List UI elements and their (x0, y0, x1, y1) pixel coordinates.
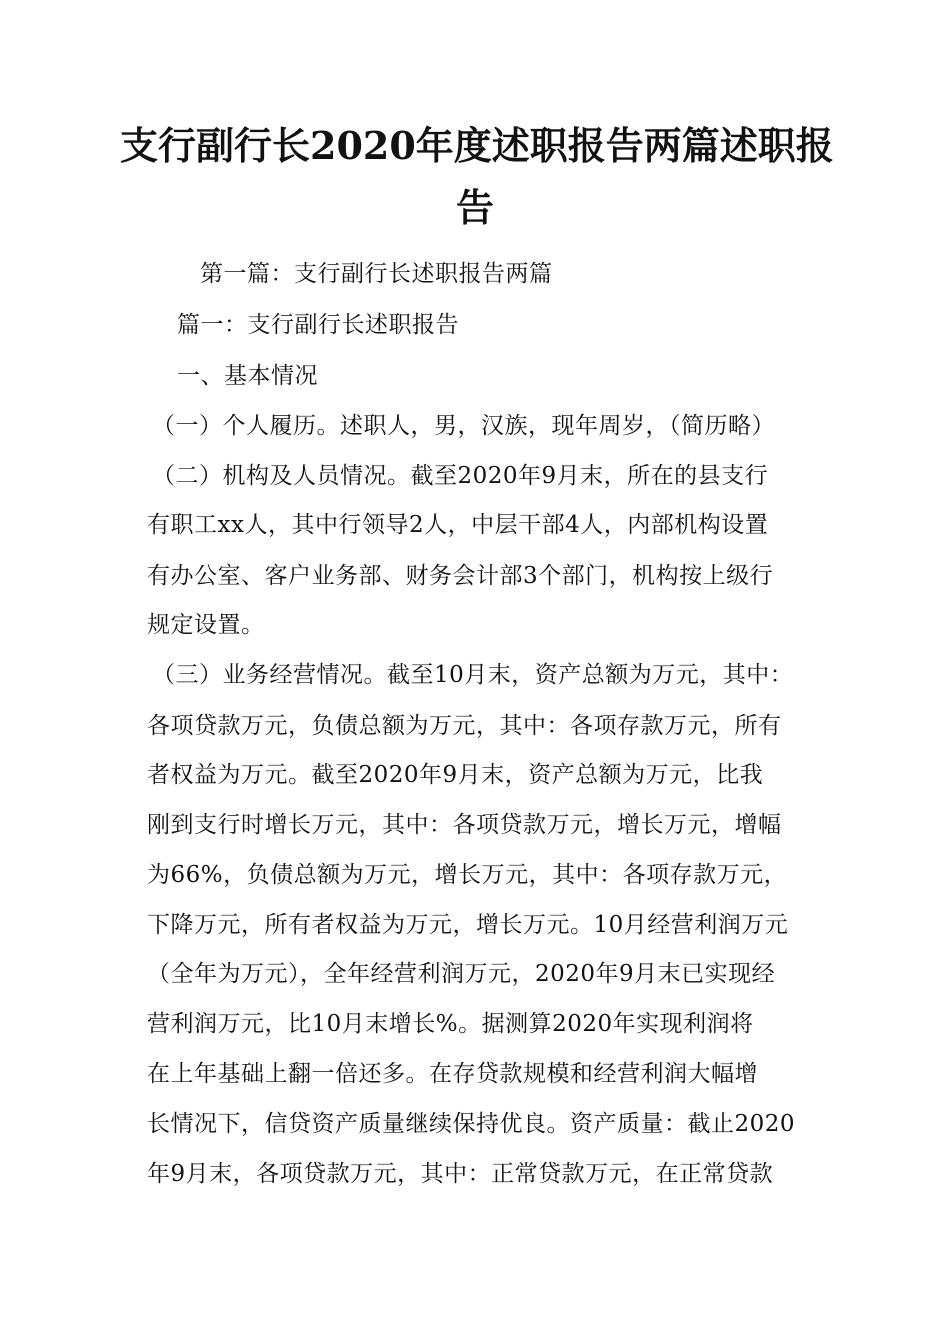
paragraph-line: 营利润万元，比10月末增长%。据测算2020年实现利润将 (147, 1011, 754, 1037)
paragraph-line: 在上年基础上翻一倍还多。在存贷款规模和经营利润大幅增 (147, 1061, 758, 1087)
paragraph-line: 长情况下，信贷资产质量继续保持优良。资产质量：截止2020 (147, 1111, 796, 1137)
section-heading-first-article: 第一篇：支行副行长述职报告两篇 (200, 261, 553, 287)
paragraph-line: （三）业务经营情况。截至10月末，资产总额为万元，其中： (152, 662, 794, 688)
paragraph-line: 有职工xx人，其中行领导2人，中层干部4人，内部机构设置 (147, 512, 769, 538)
paragraph-line: 有办公室、客户业务部、财务会计部3个部门，机构按上级行 (147, 563, 774, 589)
paragraph-line: （全年为万元），全年经营利润万元，2020年9月末已实现经 (147, 961, 776, 987)
paragraph-line: （二）机构及人员情况。截至2020年9月末，所在的县支行 (152, 463, 769, 489)
paragraph-line: （一）个人履历。述职人，男，汉族，现年周岁，（简历略） (152, 413, 775, 439)
paragraph-line: 各项贷款万元，负债总额为万元，其中：各项存款万元，所有 (147, 713, 782, 739)
paragraph-line: 下降万元，所有者权益为万元，增长万元。10月经营利润万元 (147, 912, 789, 938)
paragraph-line: 年9月末，各项贷款万元，其中：正常贷款万元，在正常贷款 (147, 1161, 774, 1187)
heading-basic-situation: 一、基本情况 (177, 363, 318, 389)
document-title-line-2: 告 (455, 185, 494, 230)
paragraph-line: 者权益为万元。截至2020年9月末，资产总额为万元，比我 (147, 762, 764, 788)
paragraph-line: 刚到支行时增长万元，其中：各项贷款万元，增长万元，增幅 (147, 812, 782, 838)
paragraph-line: 规定设置。 (147, 612, 265, 638)
paragraph-line: 为66%，负债总额为万元，增长万元，其中：各项存款万元， (147, 862, 788, 888)
document-title-line-1: 支行副行长2020年度述职报告两篇述职报 (120, 123, 834, 168)
subsection-heading-article-one: 篇一：支行副行长述职报告 (177, 312, 459, 338)
